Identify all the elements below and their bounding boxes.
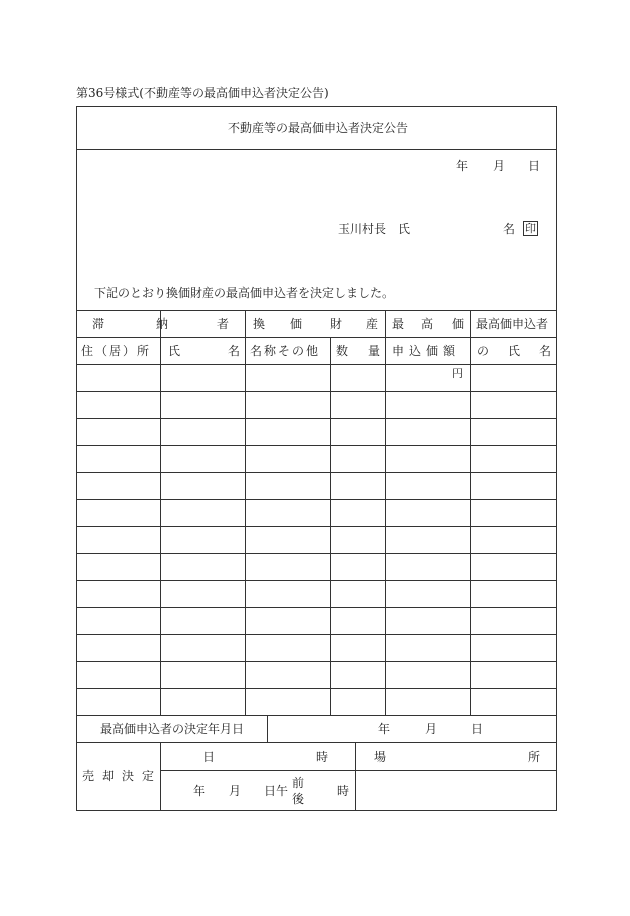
notice-year-label: 年 [456,159,469,173]
divider [76,445,557,446]
header-name-1: 氏 [168,344,181,358]
notice-day-label: 日 [528,159,541,173]
header-bid-3: 価 [452,317,465,331]
sale-date-label: 日 [203,750,216,764]
notice-heading: 不動産等の最高価申込者決定公告 [228,121,409,135]
sale-place-suffix: 所 [528,750,541,764]
decision-month-label: 月 [425,722,438,736]
notice-form-frame [76,106,557,811]
header-bidder-name-3: 名 [539,344,552,358]
sale-month-label: 月 [229,784,242,798]
decision-date-label: 最高価申込者の決定年月日 [100,722,245,736]
column-line [245,310,246,715]
header-name-2: 名 [228,344,241,358]
divider [76,688,557,689]
divider [76,337,557,338]
divider [76,310,557,311]
header-item: 名称その他 [250,344,321,358]
header-delinquent-2: 納 [156,317,169,331]
divider [76,742,557,743]
decision-statement: 下記のとおり換価財産の最高価申込者を決定しました。 [94,286,395,300]
sale-time-label: 時 [316,750,329,764]
header-asset-2: 価 [290,317,303,331]
sale-before-label: 前 [292,776,305,790]
divider [76,580,557,581]
seal-box: 印 [525,222,536,235]
header-address: 住（居）所 [81,344,152,358]
header-bidder: 最高価申込者 [476,317,549,331]
sale-place-label: 場 [374,750,387,764]
decision-year-label: 年 [378,722,391,736]
header-delinquent-1: 滞 [92,317,105,331]
divider [76,553,557,554]
divider [76,526,557,527]
divider [76,715,557,716]
column-line [355,742,356,811]
sale-after-label: 後 [292,792,305,806]
header-qty-2: 量 [368,344,381,358]
header-delinquent-3: 者 [217,317,230,331]
divider [76,472,557,473]
yen-unit: 円 [452,367,463,380]
divider [160,770,557,771]
header-bid-2: 高 [421,317,434,331]
sale-day-label: 日 [264,784,277,798]
column-line [267,715,268,742]
column-line [160,310,161,715]
divider [76,364,557,365]
header-asset-3: 財 [330,317,343,331]
sale-hour-label: 時 [337,784,350,798]
column-line [385,310,386,715]
divider [76,418,557,419]
header-bidder-name-2: 氏 [508,344,521,358]
sale-decision-label: 売却決定 [82,769,163,783]
header-qty-1: 数 [336,344,349,358]
divider [76,607,557,608]
divider [76,391,557,392]
header-asset-1: 換 [253,317,266,331]
header-bidder-name-1: の [477,344,490,358]
mayor-title: 玉川村長 氏 [338,222,411,236]
sale-am-label: 午 [276,784,289,798]
divider [76,149,557,150]
divider [76,661,557,662]
header-bid-1: 最 [392,317,405,331]
form-number-title: 第36号様式(不動産等の最高価申込者決定公告) [76,86,329,100]
notice-month-label: 月 [493,159,506,173]
column-line [330,337,331,715]
sale-year-label: 年 [193,784,206,798]
mayor-name-label: 名 [503,222,516,236]
divider [76,499,557,500]
header-asset-4: 産 [366,317,379,331]
divider [76,634,557,635]
column-line [470,310,471,715]
header-amount: 申込価額 [392,344,461,358]
decision-day-label: 日 [471,722,484,736]
